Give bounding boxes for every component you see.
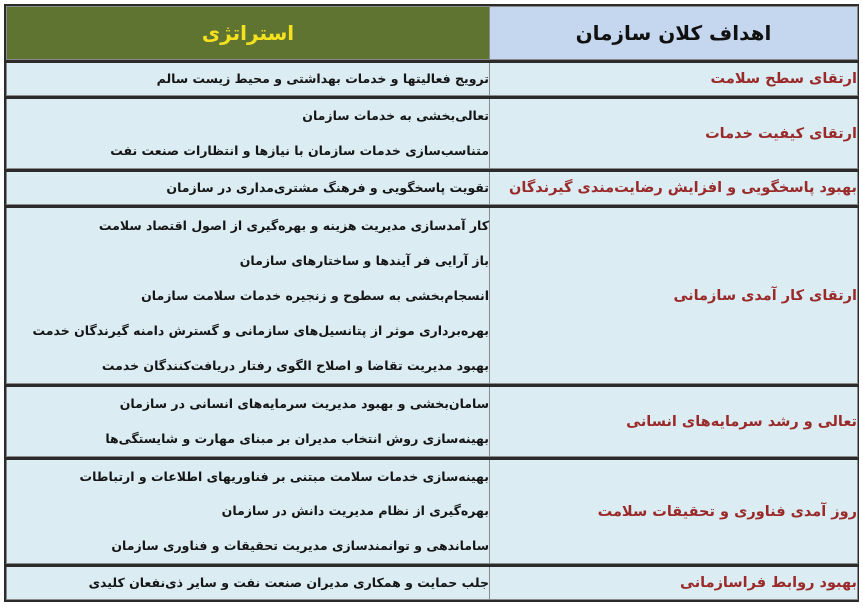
table-row — [7, 99, 858, 169]
header-row — [7, 7, 858, 60]
strategy-item: متناسب‌سازی خدمات سازمان با نیازها و انتظارات صنعت نفت — [110, 142, 489, 158]
goal-service-quality: ارتقای کیفیت خدمات — [490, 99, 858, 169]
header-goals: اهداف کلان سازمان — [490, 7, 858, 60]
goal-responsiveness: بهبود پاسخگویی و افزایش رضایت‌مندی گیرندگان — [490, 172, 858, 205]
strategy-item: بهینه‌سازی خدمات سلامت مبتنی بر فناوریهای اطلاعات و ارتباطات — [79, 469, 489, 484]
strategy-item: بهره‌برداری موثر از پتانسیل‌های سازمانی و گسترش دامنه گیرندگان خدمت — [32, 323, 489, 338]
strategy-item: بهینه‌سازی روش انتخاب مدیران بر مبنای مهارت و شایستگی‌ها — [105, 430, 489, 446]
strategy-item: سامان‌بخشی و بهبود مدیریت سرمایه‌های انسانی در سازمان — [119, 396, 489, 412]
goal-human-capital: تعالی و رشد سرمایه‌های انسانی — [490, 387, 858, 457]
strategy-item: باز آرایی فر آیندها و ساختارهای سازمان — [239, 253, 489, 268]
goal-organizational-efficiency: ارتقای کار آمدی سازمانی — [490, 208, 858, 384]
goal-health-level: ارتقای سطح سلامت — [490, 63, 858, 96]
strategy-table-frame — [4, 4, 859, 602]
table-row — [7, 208, 858, 384]
strategy-item: کار آمدسازی مدیریت هزینه و بهره‌گیری از اصول اقتصاد سلامت — [98, 218, 489, 233]
strategy-cell — [7, 387, 490, 457]
strategy-item: جلب حمایت و همکاری مدیران صنعت نفت و سایر ذی‌نفعان کلیدی — [88, 575, 489, 591]
strategy-item: انسجام‌بخشی به سطوح و زنجیره خدمات سلامت سازمان — [141, 288, 489, 303]
goal-external-relations: بهبود روابط فراسازمانی — [490, 567, 858, 600]
strategy-cell — [7, 172, 490, 205]
header-strategy: استراتژی — [7, 7, 490, 60]
strategy-cell — [7, 460, 490, 564]
strategy-item: ساماندهی و توانمندسازی مدیریت تحقیقات و فناوری سازمان — [111, 537, 489, 553]
strategy-cell — [7, 208, 490, 384]
table-row — [7, 172, 858, 205]
strategy-cell — [7, 567, 490, 600]
strategy-item: تقویت پاسخگویی و فرهنگ مشتری‌مداری در سازمان — [166, 180, 489, 195]
strategy-item: بهبود مدیریت تقاضا و اصلاح الگوی رفتار دریافت‌کنندگان خدمت — [101, 358, 489, 373]
strategy-item: تعالی‌بخشی به خدمات سازمان — [302, 108, 489, 124]
table-row — [7, 567, 858, 600]
strategy-item: بهره‌گیری از نظام مدیریت دانش در سازمان — [221, 503, 489, 519]
table-row — [7, 387, 858, 457]
goal-technology-research: روز آمدی فناوری و تحقیقات سلامت — [490, 460, 858, 564]
table-row — [7, 460, 858, 564]
goals-strategies-table — [6, 6, 858, 600]
table-row — [7, 63, 858, 96]
strategy-item: ترویج فعالیتها و خدمات بهداشتی و محیط زیست سالم — [156, 71, 489, 86]
strategy-cell — [7, 99, 490, 169]
strategy-cell — [7, 63, 490, 96]
